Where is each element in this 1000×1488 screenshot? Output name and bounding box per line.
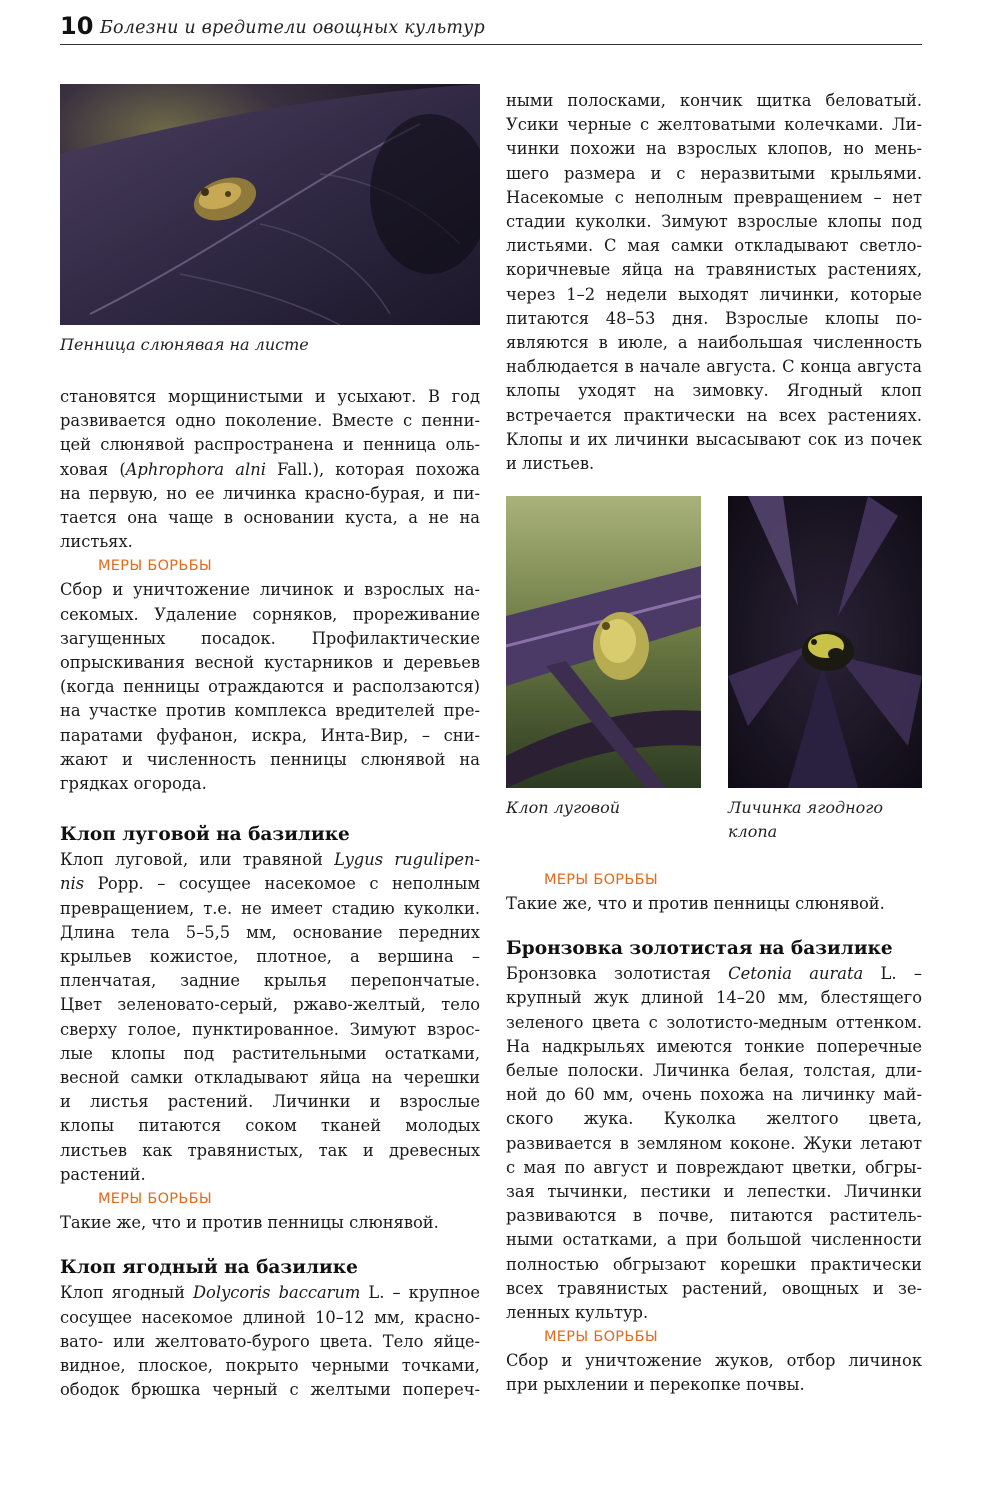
text-line: листьях. bbox=[60, 532, 133, 552]
text-line: ной до 60 мм, очень похожа на личинку май- bbox=[506, 1085, 922, 1105]
berry-bug-nymph-photo-image bbox=[728, 496, 922, 788]
caption-line: Личинка ягодного bbox=[728, 798, 883, 817]
text-line: ободок брюшка черный с желтыми попереч- bbox=[60, 1380, 480, 1400]
text-line: грядках огорода. bbox=[60, 774, 207, 794]
text-line: Такие же, что и против пенницы слюнявой. bbox=[506, 894, 885, 913]
section-heading-rose-chafer: Бронзовка золотистая на базилике bbox=[506, 938, 893, 960]
text-line: nis Popp. – сосущее насекомое с неполным bbox=[60, 874, 480, 894]
text-line: ными остатками, а при большой численности bbox=[506, 1230, 922, 1250]
text-line: коричневые яйца на травянистых растениях, bbox=[506, 260, 922, 280]
text-line: ского жука. Куколка желтого цвета, bbox=[506, 1109, 922, 1129]
paragraph-rose-chafer bbox=[506, 962, 922, 1325]
text-line: жают и численность пенницы слюнявой на bbox=[60, 749, 480, 769]
text-line: крыльев кожистое, плотное, а вершина – bbox=[60, 947, 480, 967]
text-line: Сбор и уничтожение личинок и взрослых на- bbox=[60, 580, 480, 600]
text-line: Такие же, что и против пенницы слюнявой. bbox=[60, 1213, 439, 1233]
text-line: цей слюнявой распространена и пенница оль- bbox=[60, 435, 480, 455]
paragraph-control-spittlebug bbox=[60, 578, 480, 796]
text-line: ными полосками, кончик щитка беловатый. bbox=[506, 91, 922, 110]
text-line: пленчатая, задние крылья перепончатые. bbox=[60, 971, 480, 991]
text-line: лые клопы под растительными остатками, bbox=[60, 1043, 480, 1063]
control-measures-heading: МЕРЫ БОРЬБЫ bbox=[544, 1329, 658, 1346]
text-line: белые полоски. Личинка белая, толстая, дли- bbox=[506, 1061, 922, 1081]
text-line: зая тычинки, пестики и лепестки. Личинки bbox=[506, 1182, 922, 1202]
photo-caption-meadow-bug: Клоп луговой bbox=[506, 798, 621, 817]
text-line: Сбор и уничтожение жуков, отбор личинок bbox=[506, 1351, 922, 1371]
text-line: на первую, но ее личинка красно-бурая, и пи- bbox=[60, 483, 480, 503]
photo-meadow-bug bbox=[506, 496, 701, 788]
text-line: встречается практически на всех растениях. bbox=[506, 405, 922, 425]
paragraph-berry-bug-continued bbox=[506, 89, 922, 476]
text-line: с мая по август и повреждают цветки, обгры- bbox=[506, 1157, 922, 1177]
text-line: на участке против комплекса вредителей пре- bbox=[60, 701, 480, 721]
text-line: наблюдается в начале августа. С конца августа bbox=[506, 357, 922, 377]
latin-name: Aphrophora alni bbox=[125, 459, 266, 479]
text-line: видное, плоское, покрыто черными точками, bbox=[60, 1355, 480, 1375]
photo-caption-berry-bug-nymph bbox=[728, 796, 883, 844]
left-column bbox=[60, 385, 480, 1402]
text-line: развиваются в почве, питаются раститель- bbox=[506, 1206, 922, 1226]
text-line: вато- или желтовато-бурого цвета. Тело яйце- bbox=[60, 1331, 480, 1351]
control-measures-heading: МЕРЫ БОРЬБЫ bbox=[98, 558, 212, 575]
text-line: через 1–2 недели выходят личинки, которые bbox=[506, 284, 922, 304]
section-heading-berry-bug: Клоп ягодный на базилике bbox=[60, 1257, 358, 1279]
text-line: и листья растений. Личинки и взрослые bbox=[60, 1092, 480, 1112]
text-line: секомых. Удаление сорняков, прореживание bbox=[60, 604, 480, 624]
running-title: Болезни и вредители овощных культур bbox=[100, 18, 485, 38]
text-line: полностью обгрызают корешки практически bbox=[506, 1254, 922, 1274]
text-line: Клоп ягодный Dolycoris baccarum L. – крупное bbox=[60, 1283, 480, 1303]
paragraph-control-berry-bug bbox=[506, 892, 922, 916]
text-line: шего размера и с неразвитыми крыльями. bbox=[506, 163, 922, 183]
text-line: листьями. С мая самки откладывают светло- bbox=[506, 236, 922, 256]
text-line: Насекомые с неполным превращением – нет bbox=[506, 187, 922, 207]
text-line: превращением, т.е. не имеет стадию куколки. bbox=[60, 898, 480, 918]
photo-berry-bug-nymph bbox=[728, 496, 922, 788]
text-line: развивается одно поколение. Вместе с пенни- bbox=[60, 411, 480, 431]
text-line: стадии куколки. Зимуют взрослые клопы под bbox=[506, 212, 922, 232]
spittlebug-photo-image bbox=[60, 84, 480, 325]
control-measures-heading: МЕРЫ БОРЬБЫ bbox=[98, 1191, 212, 1208]
text-line: листьев как травянистых, так и древесных bbox=[60, 1140, 480, 1160]
photo-spittlebug-on-leaf bbox=[60, 84, 480, 325]
paragraph-spittlebug-end bbox=[60, 385, 480, 554]
text-line: Длина тела 5–5,5 мм, основание передних bbox=[60, 922, 480, 942]
meadow-bug-photo-image bbox=[506, 496, 701, 788]
text-line: являются в июле, а наибольшая численность bbox=[506, 333, 922, 353]
paragraph-berry-bug bbox=[60, 1281, 480, 1402]
caption-line: клопа bbox=[728, 822, 778, 841]
latin-name: Cetonia aurata bbox=[728, 964, 864, 984]
right-column-bottom bbox=[506, 868, 922, 1398]
control-measures-heading: МЕРЫ БОРЬБЫ bbox=[544, 872, 658, 888]
text-line: Клопы и их личинки высасывают сок из почек bbox=[506, 429, 922, 449]
paragraph-control-meadow-bug bbox=[60, 1211, 480, 1235]
latin-name: nis bbox=[60, 874, 85, 894]
text-line: развивается в земляном коконе. Жуки летают bbox=[506, 1133, 922, 1153]
text-line: и листьев. bbox=[506, 454, 595, 474]
text-line: Клоп луговой, или травяной Lygus rugulipen- bbox=[60, 850, 480, 870]
text-line: всех травянистых растений, овощных и зе- bbox=[506, 1278, 922, 1298]
photo-caption-spittlebug: Пенница слюнявая на листе bbox=[60, 335, 309, 354]
text-line: чинки похожи на взрослых клопов, но мень- bbox=[506, 139, 922, 159]
section-heading-meadow-bug: Клоп луговой на базилике bbox=[60, 824, 350, 846]
right-column-top bbox=[506, 89, 922, 476]
page-number: 10 bbox=[60, 12, 94, 40]
paragraph-control-rose-chafer bbox=[506, 1349, 922, 1397]
text-line: весной самки откладывают яйца на черешки bbox=[60, 1068, 480, 1088]
text-line: (когда пенницы отраждаются и расползаются) bbox=[60, 677, 480, 697]
text-line: клопы уходят на зимовку. Ягодный клоп bbox=[506, 381, 922, 401]
text-line: Бронзовка золотистая Cetonia aurata L. – bbox=[506, 964, 922, 984]
text-line: растений. bbox=[60, 1164, 146, 1184]
text-line: сверху голое, пунктированное. Зимуют взрос- bbox=[60, 1019, 480, 1039]
text-line: опрыскивания весной кустарников и деревьев bbox=[60, 653, 480, 673]
text-line: паратами фуфанон, искра, Инта-Вир, – сни- bbox=[60, 725, 480, 745]
text-line: питаются 48–53 дня. Взрослые клопы по- bbox=[506, 308, 922, 328]
text-line: клопы питаются соком тканей молодых bbox=[60, 1116, 480, 1136]
text-line: Цвет зеленовато-серый, ржаво-желтый, тело bbox=[60, 995, 480, 1015]
paragraph-meadow-bug bbox=[60, 848, 480, 1187]
text-line: сосущее насекомое длиной 10–12 мм, красно- bbox=[60, 1307, 480, 1327]
latin-name: Lygus rugulipen- bbox=[334, 850, 480, 870]
text-line: зеленого цвета с золотисто-медным оттенком. bbox=[506, 1012, 922, 1032]
text-line: ленных культур. bbox=[506, 1303, 649, 1323]
text-line: ховая (Aphrophora alni Fall.), которая похожа bbox=[60, 459, 481, 479]
text-line: крупный жук длиной 14–20 мм, блестящего bbox=[506, 988, 922, 1008]
text-line: становятся морщинистыми и усыхают. В год bbox=[60, 387, 480, 406]
running-header bbox=[60, 10, 922, 45]
text-line: при рыхлении и перекопке почвы. bbox=[506, 1375, 805, 1395]
text-line: На надкрыльях имеются тонкие поперечные bbox=[506, 1036, 922, 1056]
text-line: Усики черные с желтоватыми колечками. Ли- bbox=[506, 115, 922, 135]
text-line: загущенных посадок. Профилактические bbox=[60, 628, 480, 648]
text-line: тается она чаще в основании куста, а не на bbox=[60, 508, 480, 528]
latin-name: Dolycoris baccarum bbox=[193, 1283, 361, 1303]
